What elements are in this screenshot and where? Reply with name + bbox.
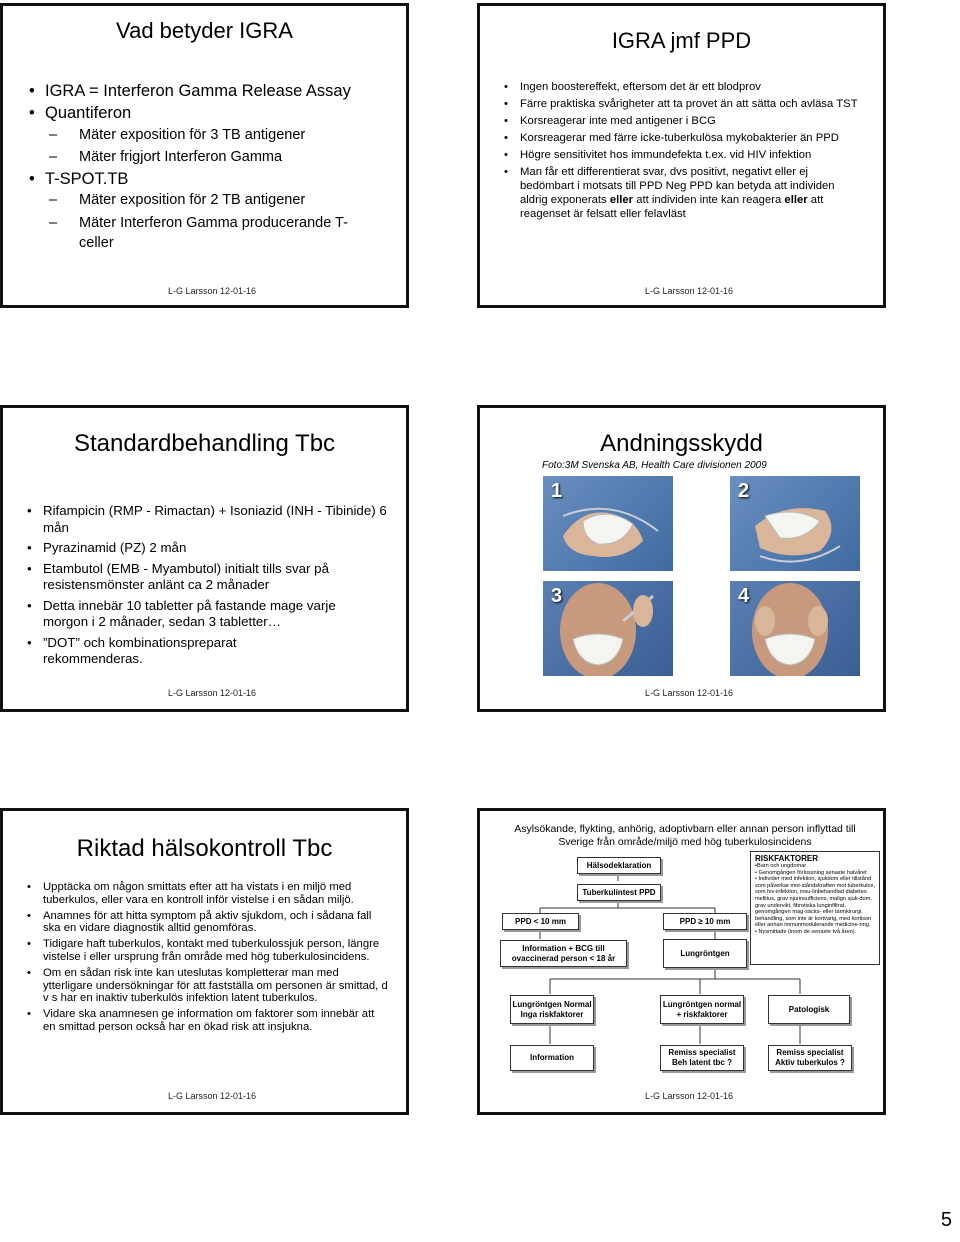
list-item (27, 102, 397, 168)
list-item: • Anamnes för att hitta symptom på aktiv sjukdom, och i sådana fall ska en vidare diagnostik alltid genomföras. (25, 910, 390, 936)
list-item: • Tidigare haft tuberkulos, kontakt med tuberkulossjuk person, längre vistelse i eller ursprung från område med hög tuberkulosincidens. (25, 938, 390, 964)
slide-footer: L-G Larsson 12-01-16 (645, 286, 734, 296)
flow-box-information: Information (510, 1045, 594, 1071)
text-bold: eller (609, 194, 634, 206)
text-part: Man får ett differentierat svar, dvs positivt, negativt eller ej bedömbart i motsats till PPD Neg PPD kan betyda att individen aldrig exponerats (520, 166, 835, 206)
sub-item: – Mäter exposition för 2 TB antigener (45, 190, 397, 210)
respirator-photo-4 (730, 581, 860, 676)
list-item-text: Quantiferon (45, 104, 132, 122)
list-item: • Korsreagerar inte med antigener i BCG (502, 114, 862, 128)
respirator-step-4-illustration (730, 581, 860, 676)
list-item: • Ingen boostereffekt, eftersom det är ett blodprov (502, 80, 862, 94)
flow-header: Asylsökande, flykting, anhörig, adoptivbarn eller annan person inflyttad till Sverige från område/miljö med hög tuberkulosincidens (514, 823, 856, 848)
riskfaktorer-box (750, 851, 880, 965)
bullet-list (25, 881, 390, 1034)
slide-flowchart (477, 808, 886, 1115)
bullet-list (502, 80, 862, 221)
slide-title: Andningsskydd (600, 430, 763, 457)
list-item (502, 165, 862, 221)
respirator-step-3-illustration (543, 581, 673, 676)
list-item: • Om en sådan risk inte kan uteslutas kompletterar man med ytterligare undersökningar för att fastställa om personen är smittad, d v s har en inaktiv tuberkulös infektion latent tuberkulos. (25, 967, 390, 1005)
slide-footer: L-G Larsson 12-01-16 (645, 688, 734, 698)
flow-box-lungrontgen: Lungröntgen (663, 939, 747, 968)
slide-riktad-halsokontroll (0, 808, 409, 1115)
list-item: • Vidare ska anamnesen ge information om faktorer som innebär att en smittad person också har en ökad risk att insjukna. (25, 1008, 390, 1034)
list-item-text: IGRA = Interferon Gamma Release Assay (45, 82, 351, 100)
sub-item: – Mäter frigjort Interferon Gamma (45, 146, 397, 168)
sub-list (45, 124, 397, 168)
respirator-photo-3 (543, 581, 673, 676)
respirator-step-1-illustration (543, 476, 673, 571)
respirator-photo-2 (730, 476, 860, 571)
list-item: • Högre sensitivitet hos immundefekta t.ex. vid HIV infektion (502, 148, 820, 162)
flow-box-ppd-lt-10: PPD < 10 mm (502, 913, 579, 930)
slide-standardbehandling-tbc (0, 405, 409, 712)
photo-number: 3 (551, 585, 563, 607)
slide-igra-jmf-ppd (477, 3, 886, 308)
slide-footer: L-G Larsson 12-01-16 (168, 688, 257, 698)
list-item: • Detta innebär 10 tabletter på fastande mage varje morgon i 2 månader, sedan 3 tabletter… (25, 598, 373, 631)
list-item-text: T-SPOT.TB (45, 170, 129, 188)
page-number: 5 (940, 1209, 952, 1231)
flow-box-lungrontgen-normal-inga: Lungröntgen Normal Inga riskfaktorer (510, 995, 594, 1024)
flow-box-halsodeklaration: Hälsodeklaration (577, 857, 661, 874)
flow-box-information-bcg: Information + BCG till ovaccinerad person < 18 år (500, 940, 627, 967)
photo-number: 1 (551, 480, 563, 502)
risk-item: • Individer med infektion, sjukdom eller tillstånd som påverkar mot-ståndskraften mot tuberkulos, som hiv-infektion, insu-linbehandlad diabetes mellitus, grav njurinsufficiens, malign sjuk-dom, grav undervikt, fibrotiska lunginfiltrat, genomgången mag-säcks- eller tarmkirurgi. behandling, som inte är kortvarig, med kortison eller annan immunmodulerande medicine-ring. (755, 876, 876, 929)
sub-list (45, 190, 397, 253)
list-item: • ”DOT” och kombinationspreparat rekommenderas. (25, 635, 293, 668)
list-item: • Pyrazinamid (PZ) 2 mån (25, 540, 395, 557)
slide-vad-betyder-igra (0, 3, 409, 308)
slide-footer: L-G Larsson 12-01-16 (168, 1091, 257, 1101)
text-part: att reagenset är felsatt eller felavläst (520, 194, 824, 220)
flow-box-ppd-ge-10: PPD ≥ 10 mm (663, 913, 747, 930)
list-item: • Färre praktiska svårigheter att ta provet än att sätta och avläsa TST (502, 97, 862, 111)
list-item: • Upptäcka om någon smittats efter att ha vistats i en miljö med tuberkulos, eller vara en kontroll inför vistelse i en sådan miljö. (25, 881, 390, 907)
photo-caption: Foto:3M Svenska AB, Health Care divisionen 2009 (542, 460, 767, 471)
respirator-photo-1 (543, 476, 673, 571)
text-bold: eller (784, 194, 808, 206)
risk-item: • Nysmittade (inom de senaste två åren). (755, 928, 857, 935)
bullet-list (25, 503, 395, 668)
slide-footer: L-G Larsson 12-01-16 (645, 1091, 734, 1101)
flow-box-remiss-aktiv: Remiss specialist Aktiv tuberkulos ? (768, 1045, 852, 1071)
flow-box-lungrontgen-normal-risk: Lungröntgen normal + riskfaktorer (660, 995, 744, 1024)
slide-andningsskydd (477, 405, 886, 712)
flow-box-remiss-latent: Remiss specialist Beh latent tbc ? (660, 1045, 744, 1071)
slide-footer: L-G Larsson 12-01-16 (168, 286, 257, 296)
slide-title: Vad betyder IGRA (116, 18, 293, 43)
risk-item: •Barn och ungdomar (755, 863, 807, 869)
slide-title: Standardbehandling Tbc (73, 430, 336, 457)
bullet-list (27, 80, 397, 253)
list-item (27, 80, 397, 102)
list-item: • Rifampicin (RMP - Rimactan) + Isoniazid (INH - Tibinide) 6 mån (25, 503, 395, 536)
photo-number: 4 (738, 585, 750, 607)
sub-item: – Mäter Interferon Gamma producerande T-celler (45, 213, 369, 253)
text-part: att individen inte kan reagera (633, 194, 785, 206)
list-item (27, 168, 397, 253)
photo-number: 2 (738, 480, 750, 502)
list-item: • Korsreagerar med färre icke-tuberkulösa mykobakterier än PPD (502, 131, 862, 145)
respirator-step-2-illustration (730, 476, 860, 571)
flow-box-patologisk: Patologisk (768, 995, 850, 1024)
risk-item: • Genomgången förlossning senaste halvåret (755, 869, 867, 876)
list-item: • Etambutol (EMB - Myambutol) initialt tills svar på resistensmönster anlänt ca 2 månader (25, 561, 395, 594)
flow-box-tuberkulintest: Tuberkulintest PPD (577, 884, 661, 901)
slide-title: Riktad hälsokontroll Tbc (76, 835, 333, 862)
slide-title: IGRA jmf PPD (611, 28, 752, 53)
sub-item: – Mäter exposition för 3 TB antigener (45, 124, 397, 146)
riskfaktorer-title: RISKFAKTORER (755, 854, 818, 863)
